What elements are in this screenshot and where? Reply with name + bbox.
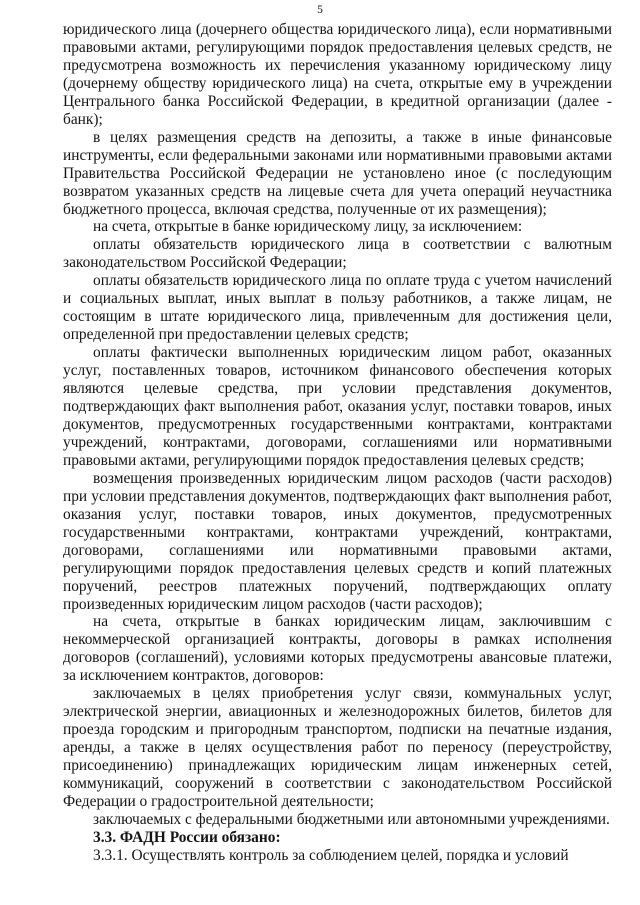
paragraph-bank-accounts: на счета, открытые в банке юридическому лицу, за исключением: <box>93 218 523 236</box>
document-body <box>63 21 612 865</box>
paragraph-payroll-obligations: оплаты обязательств юридического лица по оплате труда с учетом начислений и социальных выплат, иных выплат в пользу работников, а также лицам, не состоящим в штате юридического лица, привлеченным для достижения цели, определенной при предоставлении целевых средств; <box>63 272 612 344</box>
paragraph-deposits: в целях размещения средств на депозиты, а также в иные финансовые инструменты, если федеральными законами или нормативными правовыми актами Правительства Российской Федерации не установлено иное (с последующим возвратом указанных средств на лицевые счета для учета операций неучастника бюджетного процесса, включая средства, полученные от их размещения); <box>63 128 612 218</box>
paragraph-expense-reimbursement: возмещения произведенных юридическим лицом расходов (части расходов) при условии представления документов, подтверждающих факт выполнения работ, оказания услуг, поставки товаров, иных документов, предусмотренных государственными контрактами, контрактами учреждений, контрактами, договорами, соглашениями или нормативными правовыми актами, регулирующими порядок предоставления целевых средств и копий платежных поручений, реестров платежных поручений, подтверждающих оплату произведенных юридическим лицом расходов (части расходов); <box>63 469 612 613</box>
paragraph-utilities-contracts: заключаемых в целях приобретения услуг связи, коммунальных услуг, электрической энергии, авиационных и железнодорожных билетов, билетов для проезда городским и пригородным транспортом, подписки на печатные издания, аренды, а также в целях осуществления работ по переносу (переустройству, присоединению) принадлежащих юридическим лицам инженерных сетей, коммуникаций, сооружений в соответствии с законодательством Российской Федерации о градостроительной деятельности; <box>63 685 612 810</box>
paragraph-completed-works: оплаты фактически выполненных юридическим лицом работ, оказанных услуг, поставленных товаров, источником финансового обеспечения которых являются целевые средства, при условии представления документов, подтверждающих факт выполнения работ, оказания услуг, поставки товаров, иных документов, предусмотренных государственными контрактами, контрактами учреждений, контрактами, договорами, соглашениями или нормативными правовыми актами, регулирующими порядок предоставления целевых средств; <box>63 344 612 469</box>
page-number: 5 <box>317 4 323 16</box>
paragraph-currency-obligations: оплаты обязательств юридического лица в соответствии с валютным законодательством Российской Федерации; <box>63 236 612 272</box>
section-item: 3.3.1. Осуществлять контроль за соблюдением целей, порядка и условий <box>93 846 569 864</box>
section-heading: 3.3. ФАДН России обязано: <box>93 828 281 846</box>
paragraph-advance-payments: на счета, открытые в банках юридическим лицам, заключившим с некоммерческой организацией контракты, договоры в рамках исполнения договоров (соглашений), условиями которых предусмотрены авансовые платежи, за исключением контрактов, договоров: <box>63 613 612 685</box>
paragraph-budget-institutions: заключаемых с федеральными бюджетными или автономными учреждениями. <box>93 810 610 828</box>
paragraph-continuation: юридического лица (дочернего общества юридического лица), если нормативными правовыми актами, регулирующими порядок предоставления целевых средств, не предусмотрена возможность их перечисления указанному юридическому лицу (дочернему обществу юридического лица) на счета, открытые ему в учреждении Центрального банка Российской Федерации, в кредитной организации (далее - банк); <box>63 21 612 128</box>
